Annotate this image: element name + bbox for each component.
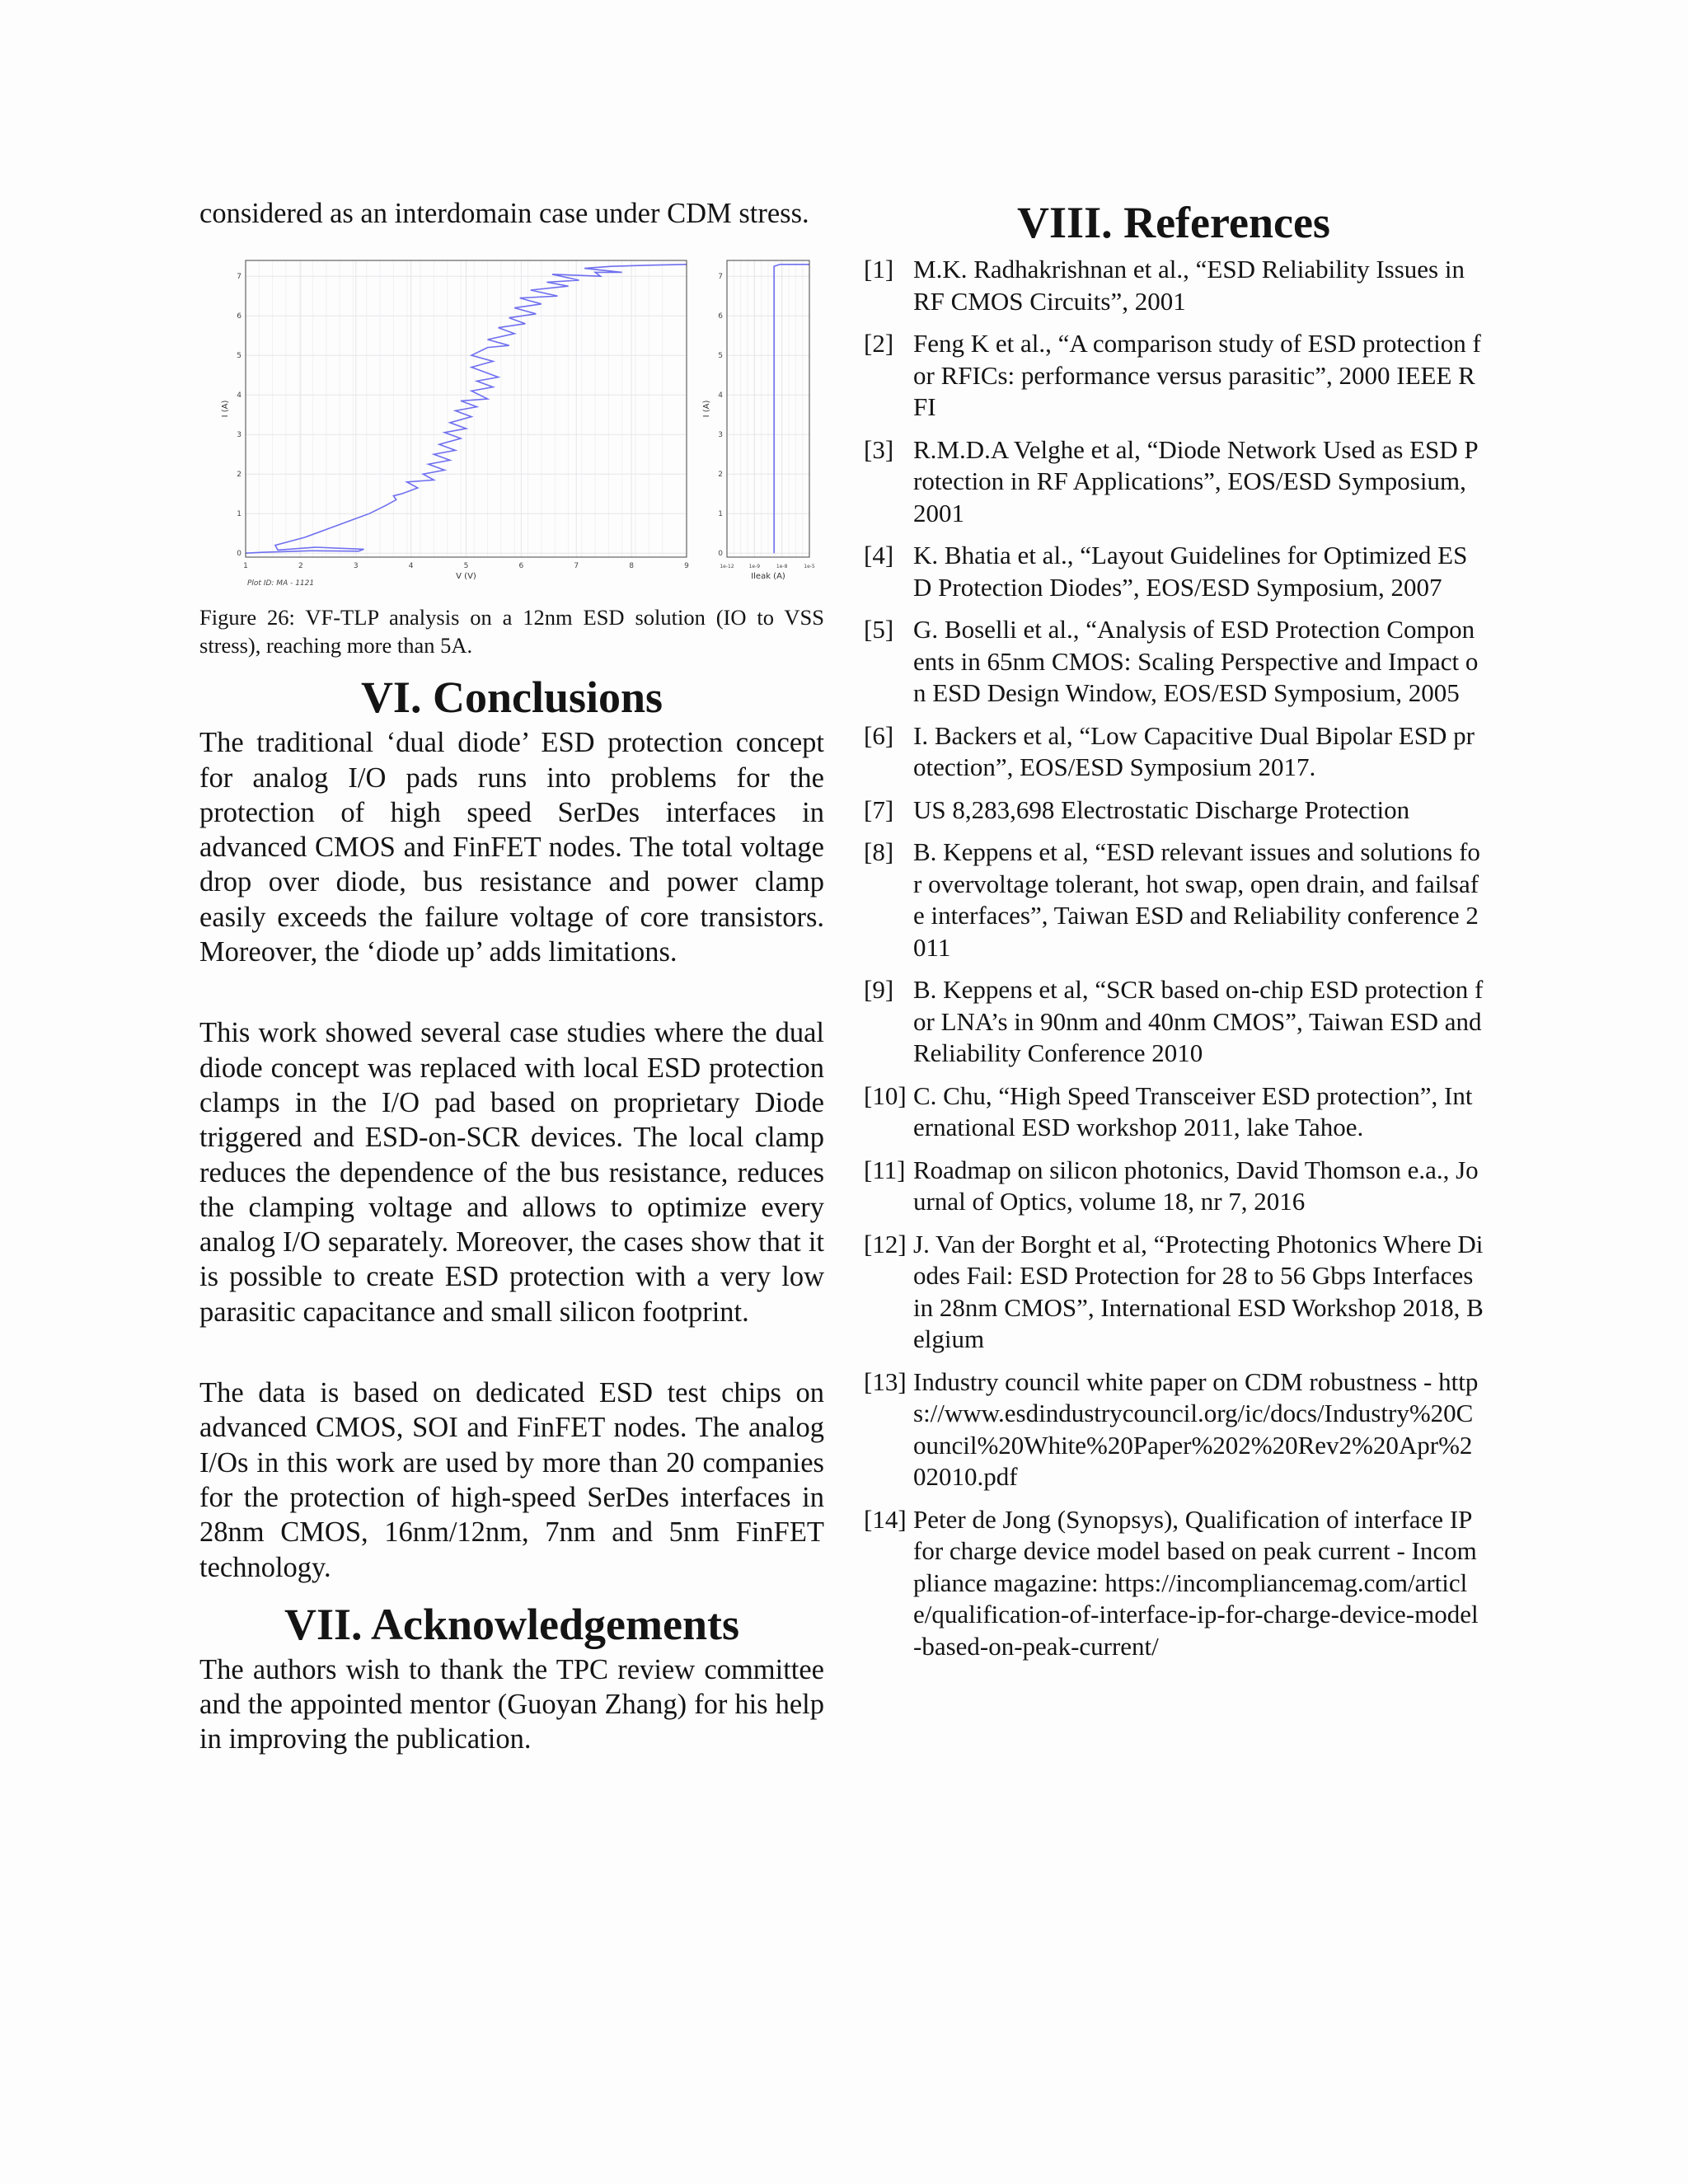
- reference-item: [864, 328, 1484, 424]
- reference-text: R.M.D.A Velghe et al, “Diode Network Used as ESD Protection in RF Applications”, EOS/ESD Symposium, 2001: [913, 434, 1479, 527]
- plot1-xtick-label: 7: [574, 562, 579, 571]
- reference-number: [13]: [864, 1366, 907, 1396]
- reference-text: B. Keppens et al, “SCR based on-chip ESD protection for LNA’s in 90nm and 40nm CMOS”, Taiwan ESD and Reliability Conference 2010: [913, 975, 1484, 1067]
- reference-number: [10]: [864, 1080, 907, 1110]
- plot2-ytick-label: 0: [718, 550, 723, 559]
- reference-number: [2]: [864, 329, 894, 358]
- plot2-ytick-label: 2: [718, 471, 723, 480]
- reference-number: [4]: [864, 541, 894, 569]
- reference-number: [14]: [864, 1504, 907, 1534]
- reference-item: [864, 434, 1484, 530]
- plot2-ytick-label: 5: [718, 352, 723, 361]
- plot2-ytick-label: 4: [718, 391, 723, 401]
- reference-text: K. Bhatia et al., “Layout Guidelines for Optimized ESD Protection Diodes”, EOS/ESD Symposium, 2007: [913, 541, 1468, 602]
- plot1-ytick-label: 5: [237, 352, 241, 361]
- plot1-xtick-label: 4: [408, 562, 414, 571]
- reference-item: [864, 974, 1484, 1070]
- reference-item: [864, 1366, 1484, 1493]
- reference-text: Roadmap on silicon photonics, David Thomson e.a., Journal of Optics, volume 18, nr 7, 2016: [913, 1155, 1479, 1216]
- plot1-xtick-label: 6: [518, 562, 524, 571]
- right-column: [864, 196, 1484, 1673]
- plot2-ytick-label: 3: [718, 431, 723, 440]
- reference-text: G. Boselli et al., “Analysis of ESD Protection Components in 65nm CMOS: Scaling Perspective and Impact on ESD Design Window, EOS/ESD Symposium, 2005: [913, 615, 1479, 707]
- acknowledgements-paragraph: The authors wish to thank the TPC review committee and the appointed mentor (Guoyan Zhang) for his help in improving the publication.: [199, 1653, 824, 1755]
- reference-item: [864, 1080, 1484, 1144]
- plot-id-label: Plot ID: MA - 1121: [247, 579, 315, 588]
- plot2-xtick-label: 1e-8: [776, 564, 788, 570]
- plot2-ytick-label: 6: [718, 312, 723, 321]
- conclusions-paragraph-3: The data is based on dedicated ESD test chips on advanced CMOS, SOI and FinFET nodes. The analog I/Os in this work are used by more than 20 companies for the protection of high-speed SerDes interfaces in 28nm CMOS, 16nm/12nm, 7nm and 5nm FinFET technology.: [199, 1377, 824, 1583]
- plot2-xlabel: Ileak (A): [751, 572, 785, 582]
- reference-number: [12]: [864, 1229, 907, 1258]
- reference-item: [864, 540, 1484, 603]
- reference-item: [864, 1504, 1484, 1663]
- reference-text: Industry council white paper on CDM robustness - https://www.esdindustrycouncil.org/ic/docs/Industry%20Council%20White%20Paper%202%20Rev2%20Apr%202010.pdf: [913, 1366, 1479, 1491]
- plot1-ytick-label: 1: [237, 510, 241, 519]
- plot1-xtick-label: 5: [463, 562, 469, 571]
- section-title-conclusions: VI. Conclusions: [360, 673, 663, 723]
- plot1-xtick-label: 3: [353, 562, 359, 571]
- figure-caption: Figure 26: VF-TLP analysis on a 12nm ESD solution (IO to VSS stress), reaching more than 5A.: [199, 605, 824, 658]
- reference-item: [864, 1155, 1484, 1218]
- plot1-ytick-label: 0: [237, 550, 241, 559]
- plot2-xtick-label: 1e-12: [720, 564, 734, 570]
- reference-number: [5]: [864, 615, 894, 644]
- reference-item: [864, 614, 1484, 710]
- reference-number: [6]: [864, 720, 894, 750]
- reference-number: [11]: [864, 1155, 906, 1184]
- reference-text: Peter de Jong (Synopsys), Qualification of interface IP for charge device model based on peak current - Incompliance magazine: https://incompliancemag.com/article/qualification-of-interface-ip-for-charge-device-model-based-on-peak-current/: [913, 1504, 1479, 1661]
- plot2-xtick-label: 1e-5: [804, 564, 815, 570]
- reference-number: [9]: [864, 975, 894, 1004]
- reference-item: [864, 254, 1484, 317]
- reference-text: Feng K et al., “A comparison study of ESD protection for RFICs: performance versus parasitic”, 2000 IEEE RFI: [913, 329, 1481, 421]
- intro-paragraph: considered as an interdomain case under CDM stress.: [199, 198, 809, 229]
- plot1-ytick-label: 3: [237, 431, 241, 440]
- reference-number: [8]: [864, 837, 894, 866]
- section-title-references: VIII. References: [1017, 198, 1330, 247]
- reference-text: B. Keppens et al, “ESD relevant issues and solutions for overvoltage tolerant, hot swap, open drain, and failsafe interfaces”, Taiwan ESD and Reliability conference 2011: [913, 837, 1480, 962]
- reference-item: [864, 1229, 1484, 1356]
- plot1-ytick-label: 2: [237, 471, 241, 480]
- plot1-ytick-label: 7: [237, 273, 241, 282]
- plot2-xtick-label: 1e-9: [748, 564, 761, 570]
- reference-number: [3]: [864, 434, 894, 464]
- reference-item: [864, 837, 1484, 963]
- figure-26-chart: [199, 251, 824, 595]
- plot1-xtick-label: 2: [298, 562, 303, 571]
- reference-item: [864, 794, 1484, 827]
- section-title-acknowledgements: VII. Acknowledgements: [284, 1599, 740, 1649]
- plot1-xtick-label: 8: [629, 562, 634, 571]
- conclusions-paragraph-1: The traditional ‘dual diode’ ESD protection concept for analog I/O pads runs into problems for the protection of high speed SerDes interfaces in advanced CMOS and FinFET nodes. The total voltage drop over diode, bus resistance and power clamp easily exceeds the failure voltage of core transistors. Moreover, the ‘diode up’ adds limitations.: [199, 727, 824, 968]
- reference-text: J. Van der Borght et al, “Protecting Photonics Where Diodes Fail: ESD Protection for 28 to 56 Gbps Interfaces in 28nm CMOS”, International ESD Workshop 2018, Belgium: [913, 1229, 1484, 1353]
- reference-item: [864, 720, 1484, 784]
- figure-26: [199, 251, 824, 595]
- plot2-ytick-label: 1: [718, 510, 723, 519]
- plot1-ytick-label: 4: [237, 391, 241, 401]
- plot2-ytick-label: 7: [718, 273, 723, 282]
- reference-text: C. Chu, “High Speed Transceiver ESD protection”, International ESD workshop 2011, lake Tahoe.: [913, 1080, 1473, 1141]
- plot1-xtick-label: 1: [243, 562, 248, 571]
- plot2-ylabel: I (A): [702, 400, 711, 418]
- reference-list: [864, 254, 1484, 1662]
- plot1-ytick-label: 6: [237, 312, 241, 321]
- left-column: [199, 196, 824, 1757]
- reference-text: M.K. Radhakrishnan et al., “ESD Reliability Issues in RF CMOS Circuits”, 2001: [913, 255, 1465, 316]
- reference-number: [1]: [864, 255, 894, 284]
- reference-text: US 8,283,698 Electrostatic Discharge Protection: [913, 794, 1410, 824]
- plot1-xlabel: V (V): [456, 572, 476, 582]
- reference-number: [7]: [864, 794, 894, 824]
- conclusions-paragraph-2: This work showed several case studies where the dual diode concept was replaced with local ESD protection clamps in the I/O pad based on proprietary Diode triggered and ESD-on-SCR devices. The local clamp reduces the dependence of the bus resistance, reduces the clamping voltage and allows to optimize every analog I/O separately. Moreover, the cases show that it is possible to create ESD protection with a very low parasitic capacitance and small silicon footprint.: [199, 1017, 824, 1328]
- plot1-xtick-label: 9: [684, 562, 689, 571]
- plot1-ylabel: I (A): [221, 400, 230, 418]
- reference-text: I. Backers et al, “Low Capacitive Dual Bipolar ESD protection”, EOS/ESD Symposium 2017.: [913, 720, 1475, 781]
